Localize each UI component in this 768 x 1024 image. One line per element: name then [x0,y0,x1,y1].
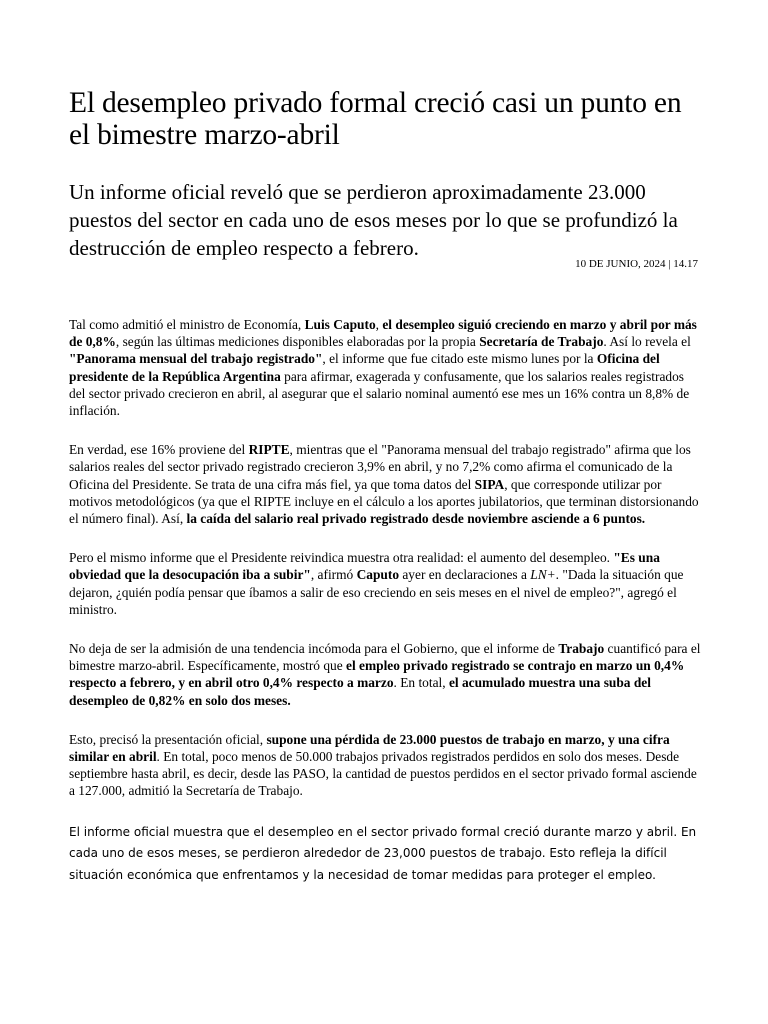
paragraph [69,549,701,618]
italic-text: LN+ [530,567,556,583]
bold-text: el acumulado muestra una suba del desempleo de 0,82% en solo dos meses. [69,675,651,708]
paragraph [69,441,701,527]
bold-text: el empleo privado registrado se contrajo en marzo un 0,4% respecto a febrero, y en abril otro 0,4% respecto a marzo [69,658,685,691]
bold-text: Secretaría de Trabajo [479,334,604,350]
text-segment: , mientras que el "Panorama mensual del trabajo registrado" afirma que los salarios reales del sector privado registrado crecieron 3,9% en abril, y no 7,2% como afirma el comunicado de la Oficina del Presidente. Se trata de una cifra más fiel, ya que toma datos del [69,442,691,492]
paragraph [69,316,701,419]
bold-text: la caída del salario real privado registrado desde noviembre asciende a 6 puntos. [186,511,646,527]
article-body [69,316,701,908]
bold-text: el desempleo siguió creciendo en marzo y abril por más de 0,8% [69,317,697,350]
dateline: 10 DE JUNIO, 2024 | 14.17 [575,258,698,270]
bold-text: Luis Caputo [304,317,376,332]
text-segment: . Así lo revela el [603,334,691,350]
text-segment: , según las últimas mediciones disponibles elaboradas por la propia [115,334,480,350]
text-segment: para afirmar, exagerada y confusamente, que los salarios reales registrados del sector privado crecieron en abril, al asegurar que el salario nominal aumentó ese mes un 16% contra un 8,8% de inflación. [69,368,690,419]
text-segment: , que corresponde utilizar por motivos metodológicos (ya que el RIPTE incluye en el cálculo a los aportes jubilatorios, que terminan distorsionando el número final). Así, [69,476,699,527]
summary-paragraph: El informe oficial muestra que el desempleo en el sector privado formal creció durante marzo y abril. En cada uno de esos meses, se perdieron alrededor de 23,000 puestos de trabajo. Esto refleja la difícil situación económica que enfrentamos y la necesidad de tomar medidas para proteger el empleo. [69,824,697,882]
bold-text: RIPTE [248,442,290,458]
subheadline: Un informe oficial reveló que se perdieron aproximadamente 23.000 puestos del sector en cada uno de esos meses por lo que se profundizó la destrucción de empleo respecto a febrero. [69,180,678,260]
bold-text: SIPA [474,476,505,492]
text-segment: , el informe que fue citado este mismo lunes por la [322,351,597,367]
headline: El desempleo privado formal creció casi un punto en el bimestre marzo-abril [69,87,682,151]
bold-text: Caputo [356,567,400,583]
text-segment: ayer en declaraciones a [399,567,531,583]
text-segment: En verdad, ese 16% proviene del [69,442,249,458]
text-segment: cuantificó para el bimestre marzo-abril. Específicamente, mostró que [69,641,701,674]
bold-text: Oficina del presidente de la República Argentina [69,351,660,384]
text-segment: , [375,317,383,332]
bold-text: Trabajo [558,641,605,657]
text-segment: . En total, poco menos de 50.000 trabajos privados registrados perdidos en solo dos meses. Desde septiembre hasta abril, es decir, desde las PASO, la cantidad de puestos perdidos en el sector privado formal asciende a 127.000, admitió la Secretaría de Trabajo. [69,749,697,799]
bold-text: "Es una obviedad que la desocupación iba a subir" [69,550,660,583]
text-segment: Pero el mismo informe que el Presidente reivindica muestra otra realidad: el aumento del desempleo. [69,550,614,566]
text-segment: No deja de ser la admisión de una tendencia incómoda para el Gobierno, que el informe de [69,641,559,657]
text-segment: . En total, [393,675,449,691]
text-segment: . "Dada la situación que dejaron, ¿quién podía pensar que íbamos a salir de eso creciendo en seis meses en el nivel de empleo?", agregó el ministro. [69,567,684,617]
text-segment: , afirmó [310,567,357,583]
bold-text: supone una pérdida de 23.000 puestos de trabajo en marzo, y una cifra similar en abril [69,731,670,765]
paragraph [69,731,701,800]
paragraph [69,640,701,709]
text-segment: Tal como admitió el ministro de Economía, [69,317,305,332]
bold-text: "Panorama mensual del trabajo registrado" [69,351,323,367]
text-segment: Esto, precisó la presentación oficial, [69,731,267,747]
